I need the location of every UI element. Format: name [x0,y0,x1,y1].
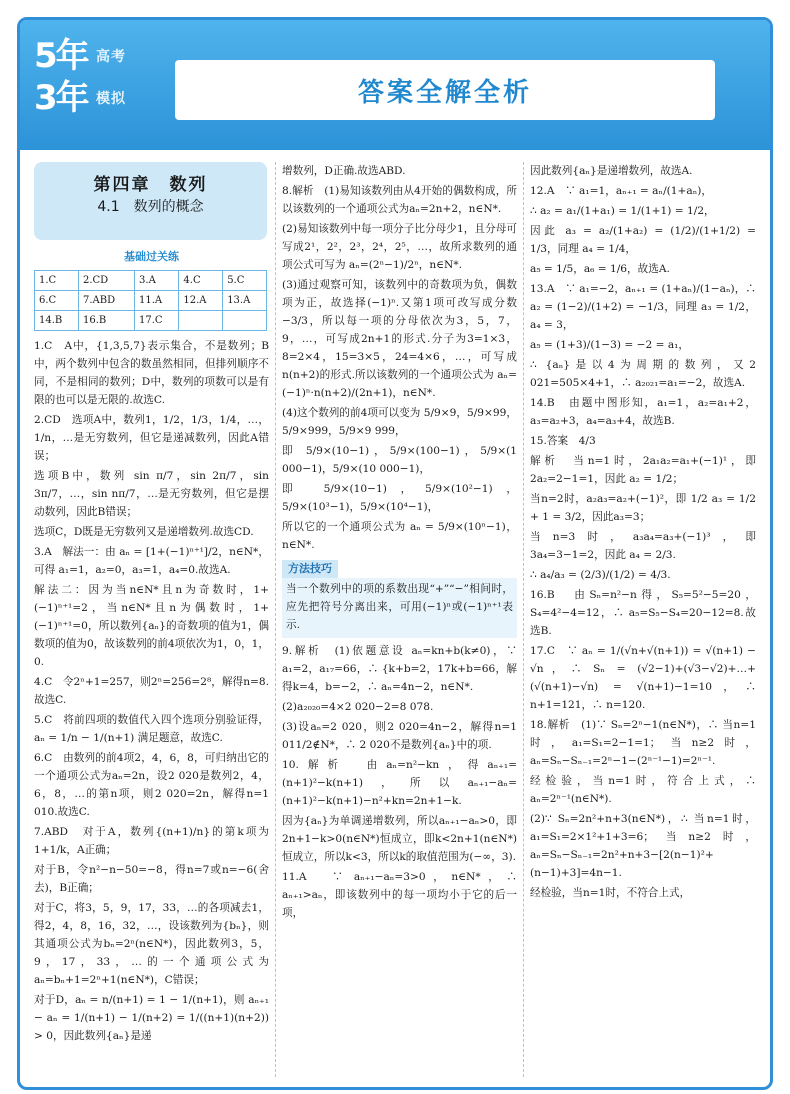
logo-line1: 5年 [34,36,88,76]
table-cell: 12.A [179,291,223,311]
table-cell: 17.C [135,311,179,331]
column-divider-2 [523,162,524,1077]
tips-box [282,578,517,638]
column-3 [530,162,756,904]
answer-paragraph: 5.C 将前四项的数值代入四个选项分别验证得，aₙ = 1/n − 1/(n+1) 满足题意，故选C. [34,714,269,744]
answer-paragraph: 18.解析 (1)∵ Sₙ=2ⁿ−1(n∈N*)，∴ 当n=1时，a₁=S₁=2−1=1；当n≥2时，aₙ=Sₙ−Sₙ₋₁=2ⁿ−1−(2ⁿ⁻¹−1)=2ⁿ⁻¹. [530,719,756,767]
page-frame [17,17,773,1090]
table-cell: 5.C [223,271,267,291]
banner [175,60,715,120]
table-cell: 16.B [78,311,134,331]
answer-paragraph: 1.C A中，{1,3,5,7}表示集合，不是数列；B中，两个数列中包含的数虽然相同，但排列顺序不同，不是相同的数列；D中，数列的项数可以是有限的也可以是无限的.故选C. [34,340,269,406]
table-cell: 13.A [223,291,267,311]
answer-paragraph: (3)设aₙ=2 020，则2 020=4n−2，解得n=1 011/2∉N*，∴ 2 020不是数列{aₙ}中的项. [282,721,517,751]
answer-paragraph: 3.A 解法一：由 aₙ = [1+(−1)ⁿ⁺¹]/2，n∈N*，可得 a₁=1，a₂=0，a₃=1，a₄=0.故选A. [34,546,269,576]
answer-paragraph: 13.A ∵ a₁=−2，aₙ₊₁ = (1+aₙ)/(1−aₙ)，∴ a₂ = (1−2)/(1+2) = −1/3，同理 a₃ = 1/2，a₄ = 3， [530,283,756,331]
section-title: 基础过关练 [124,250,179,263]
answer-paragraph: 8.解析 (1)易知该数列由从4开始的偶数构成，所以该数列的一个通项公式为aₙ=2n+2，n∈N*. [282,185,517,215]
answer-paragraph: 解法二：因为当n∈N*且n为奇数时，1+(−1)ⁿ⁺¹=2，当n∈N*且n为偶数时，1+(−1)ⁿ⁺¹=0，所以数列{aₙ}的奇数项的值为1，偶数项的值为0，故该数列的前4项依次为1，0，1，0. [34,584,269,668]
chapter-box [34,162,267,240]
answer-paragraph: a₅ = (1+3)/(1−3) = −2 = a₁， [530,339,689,351]
answer-paragraph: 11.A ∵ aₙ₊₁−aₙ=3>0，n∈N*，∴ aₙ₊₁>aₙ，即该数列中的每一项均小于它的后一项， [282,871,517,919]
answer-paragraph: (4)这个数列的前4项可以变为 5/9×9，5/9×99，5/9×999，5/9×9 999， [282,407,517,437]
table-cell: 11.A [135,291,179,311]
column-divider-1 [275,162,276,1077]
answer-paragraph: 对于D，aₙ = n/(n+1) = 1 − 1/(n+1)，则 aₙ₊₁ − aₙ = 1/(n+1) − 1/(n+2) = 1/((n+1)(n+2)) > 0，因此数列{aₙ}是递 [34,994,269,1042]
answer-paragraph: 17.C ∵ aₙ = 1/(√n+√(n+1)) = √(n+1) − √n，∴ Sₙ = (√2−1)+(√3−√2)+…+(√(n+1)−√n) = √(n+1)−1=10，∴ n+1=121，∴ n=120. [530,645,756,711]
logo-line2: 3年 [34,78,88,118]
answer-paragraph: 当n=2时，a₂a₃=a₂+(−1)²，即 1/2 a₃ = 1/2 + 1 = 3/2，因此a₃=3； [530,493,756,523]
answer-paragraph: 9.解析 (1)依题意设 aₙ=kn+b(k≠0)，∵ a₁=2，a₁₇=66，∴ {k+b=2，17k+b=66，解得k=4，b=−2，∴ aₙ=4n−2，n∈N*. [282,645,517,693]
table-cell: 4.C [179,271,223,291]
answer-paragraph: 因为{aₙ}为单调递增数列，所以aₙ₊₁−aₙ>0，即2n+1−k>0(n∈N*)恒成立，即k<2n+1(n∈N*)恒成立，所以k<3，所以k的取值范围为(−∞，3). [282,815,517,863]
series-logo [34,24,174,124]
tips-title: 方法技巧 [282,560,338,578]
table-cell: 14.B [35,311,79,331]
table-cell [223,311,267,331]
answer-paragraph: 即 5/9×(10−1)，5/9×(10²−1)，5/9×(10³−1)，5/9×(10⁴−1)， [282,483,517,513]
answer-paragraph: 即 5/9×(10−1)，5/9×(100−1)，5/9×(1 000−1)，5/9×(10 000−1)， [282,445,517,475]
table-cell: 3.A [135,271,179,291]
answer-paragraph: 16.B 由Sₙ=n²−n得，S₅=5²−5=20，S₄=4²−4=12，∴ a₅=S₅−S₄=20−12=8.故选B. [530,589,756,637]
answer-paragraph: 因此 a₃ = a₂/(1+a₂) = (1/2)/(1+1/2) = 1/3，同理 a₄ = 1/4， [530,225,756,255]
answer-paragraph: (2)易知该数列中每一项分子比分母少1，且分母可写成2¹，2²，2³，2⁴，2⁵，…，故所求数列的通项公式可写为 aₙ=(2ⁿ−1)/2ⁿ，n∈N*. [282,223,517,271]
logo-line1-small: 高考 [96,49,126,65]
answer-paragraph: (3)通过观察可知，该数列中的奇数项为负，偶数项为正，故选择(−1)ⁿ.又第1项可改写成分数−3/3，所以每一项的分母依次为3，5，7，9，…，可写成2n+1的形式.分子为3=1×3，8=2×4，15=3×5，24=4×6，…，可写成n(n+2)的形式.所以该数列的一个通项公式为 aₙ=(−1)ⁿ·n(n+2)/(2n+1)，n∈N*. [282,279,517,399]
table-cell [179,311,223,331]
answer-paragraph: 7.ABD 对于A，数列{(n+1)/n}的第k项为1+1/k，A正确； [34,826,269,856]
answer-paragraph: ∴ a₂ = a₁/(1+a₁) = 1/(1+1) = 1/2， [530,205,715,217]
tips-text: 当一个数列中的项的系数出现“+”“−”相间时，应先把符号分离出来，可用(−1)ⁿ或(−1)ⁿ⁺¹表示. [286,583,513,631]
answer-paragraph: 4.C 令2ⁿ+1=257，则2ⁿ=256=2⁸，解得n=8.故选C. [34,676,269,706]
answer-paragraph: 6.C 由数列的前4项2，4，6，8，可归纳出它的一个通项公式为aₙ=2n，设2 020是数列2，4，6，8，…的第n项，则2 020=2n，解得n=1 010.故选C. [34,752,269,818]
answer-paragraph: 12.A ∵ a₁=1，aₙ₊₁ = aₙ/(1+aₙ)， [530,185,713,197]
content-area [34,162,756,1077]
table-row [35,291,267,311]
answer-paragraph: 对于C，将3，5，9，17，33，…的各项减去1，得2，4，8，16，32，…，设该数列为{bₙ}，则其通项公式为bₙ=2ⁿ(n∈N*)，因此数列3，5，9，17，33，…的一个通项公式为aₙ=bₙ+1=2ⁿ+1(n∈N*)，C错误； [34,902,269,986]
answer-paragraph: 所以它的一个通项公式为 aₙ = 5/9×(10ⁿ−1)，n∈N*. [282,521,517,551]
answer-paragraph: 当n=3时，a₃a₄=a₃+(−1)³，即3a₄=3−1=2，因此 a₄ = 2/3. [530,531,756,561]
header-bar [20,20,770,150]
table-cell: 1.C [35,271,79,291]
logo-line2-small: 模拟 [96,91,126,107]
answer-paragraph: ∴ {aₙ}是以4为周期的数列，又2 021=505×4+1，∴ a₂₀₂₁=a₁=−2，故选A. [530,359,756,389]
answer-paragraph: 对于B，令n²−n−50=−8，得n=7或n=−6(舍去)，B正确； [34,864,269,894]
column-2 [282,162,517,924]
answer-paragraph: 解析 当n=1时，2a₁a₂=a₁+(−1)¹，即2a₂=2−1=1，因此 a₂ = 1/2； [530,455,756,485]
banner-title: 答案全解全析 [357,77,532,108]
answer-paragraph: 2.CD 选项A中，数列1，1/2，1/3，1/4，…，1/n，…是无穷数列，但它是递减数列，因此A错误； [34,414,269,462]
answer-table [34,270,267,331]
answer-paragraph: 经检验，当n=1时，符合上式，∴ aₙ=2ⁿ⁻¹(n∈N*). [530,775,756,805]
col1-paragraphs [34,337,269,1045]
answer-paragraph: ∴ a₄/a₃ = (2/3)/(1/2) = 4/3. [530,569,671,581]
answer-paragraph: 增数列，D正确.故选ABD. [282,165,406,177]
answer-paragraph: 10.解析 由aₙ=n²−kn，得aₙ₊₁=(n+1)²−k(n+1)，所以aₙ₊₁−aₙ=(n+1)²−k(n+1)−n²+kn=2n+1−k. [282,759,517,807]
answer-paragraph: a₅ = 1/5，a₆ = 1/6，故选A. [530,263,670,275]
answer-paragraph: 选项C，D既是无穷数列又是递增数列.故选CD. [34,526,254,538]
table-cell: 6.C [35,291,79,311]
table-row [35,271,267,291]
answer-paragraph: 14.B 由题中图形知，a₁=1，a₂=a₁+2，a₃=a₂+3，a₄=a₃+4，故选B. [530,397,756,427]
table-cell: 7.ABD [78,291,134,311]
table-cell: 2.CD [78,271,134,291]
table-row [35,311,267,331]
answer-paragraph: 因此数列{aₙ}是递增数列，故选A. [530,165,693,177]
answer-paragraph: 经检验，当n=1时，不符合上式， [530,887,691,899]
chapter-title: 第四章 数列 [93,175,208,195]
column-1 [34,162,269,1047]
answer-paragraph: (2)a₂₀₂₀=4×2 020−2=8 078. [282,701,434,713]
answer-paragraph: 15.答案 4/3 [530,435,596,447]
chapter-subtitle: 4.1 数列的概念 [97,199,204,215]
answer-paragraph: 选项B中，数列 sin π/7，sin 2π/7，sin 3π/7，…，sin nπ/7，…是无穷数列，但它是摆动数列，因此B错误； [34,470,269,518]
answer-paragraph: (2)∵ Sₙ=2n²+n+3(n∈N*)，∴ 当n=1时，a₁=S₁=2×1²+1+3=6；当n≥2时，aₙ=Sₙ−Sₙ₋₁=2n²+n+3−[2(n−1)²+(n−1)+3]=4n−1. [530,813,756,879]
